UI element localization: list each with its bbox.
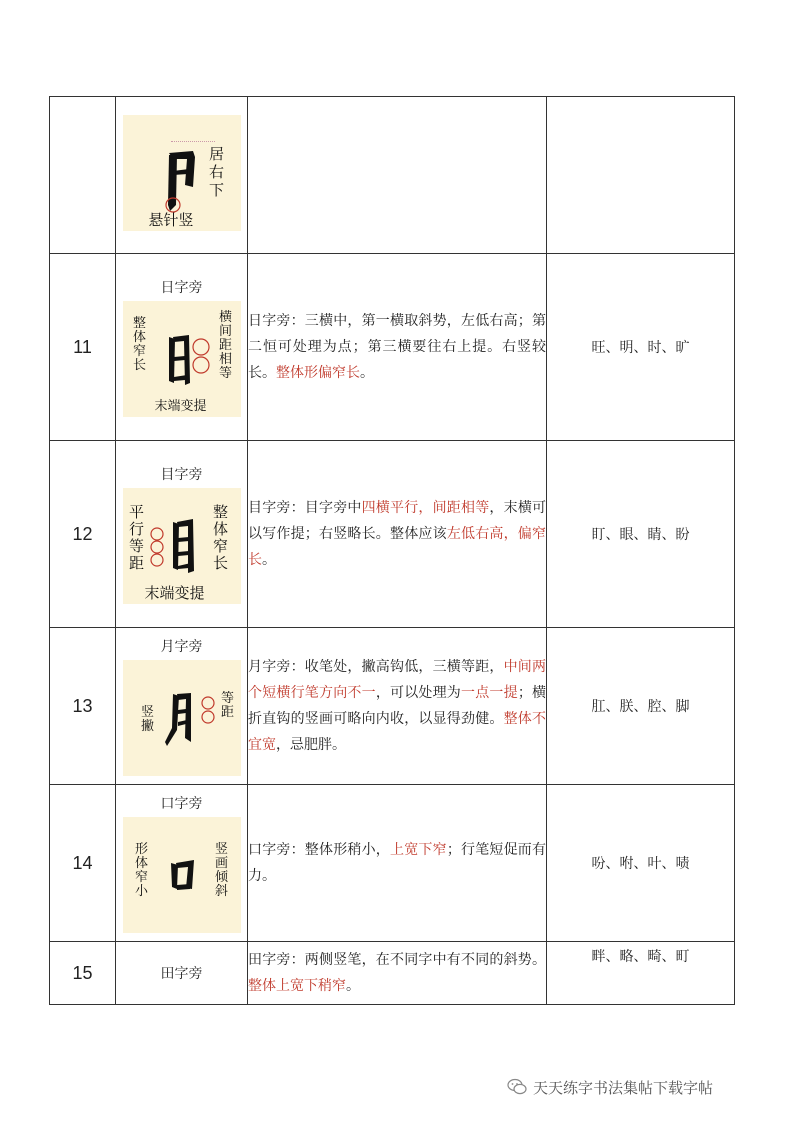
radicals-table (49, 96, 735, 1005)
description-cell: 日字旁：三横中，第一横取斜势，左低右高；第二恒可处理为点；第三横要往右上提。右竖较长。整体形偏窄长。 (248, 254, 547, 441)
radical-card (123, 817, 241, 933)
radical-name: 田字旁 (116, 942, 248, 1005)
row-number: 13 (50, 628, 116, 785)
description-cell: 田字旁：两侧竖笔，在不同字中有不同的斜势。整体上宽下稍窄。 (248, 942, 547, 1005)
radical-card (123, 115, 241, 231)
radical-image-cell (116, 628, 248, 785)
spacing-circles-icon (191, 337, 211, 377)
label-right: 整体窄长 (212, 502, 228, 572)
spacing-circles-icon (199, 694, 217, 728)
radical-name: 口字旁 (160, 795, 203, 812)
radical-image-cell (116, 785, 248, 942)
table-row (50, 97, 735, 254)
label-right: 横间距相等 (218, 309, 232, 381)
calligraphy-glyph-icon (167, 855, 199, 895)
example-characters: 吩、咐、叶、啧 (547, 785, 735, 942)
calligraphy-glyph-icon (163, 690, 197, 748)
label-left: 整体窄长 (132, 315, 146, 373)
label-right: 等距 (220, 690, 234, 720)
label-right: 居右下 (208, 145, 224, 199)
table-row (50, 254, 735, 441)
spacing-circles-icon (149, 526, 165, 570)
row-number: 15 (50, 942, 116, 1005)
watermark (507, 1077, 713, 1100)
radical-card (123, 301, 241, 417)
table-row (50, 785, 735, 942)
radical-name: 月字旁 (160, 638, 203, 655)
row-number: 14 (50, 785, 116, 942)
label-left: 竖撇 (140, 704, 154, 734)
label-right: 竖画倾斜 (214, 841, 228, 899)
label-left: 平行等距 (128, 502, 144, 572)
radical-image-cell (116, 441, 248, 628)
radical-name: 日字旁 (160, 279, 203, 296)
example-characters: 盯、眼、睛、盼 (547, 441, 735, 628)
label-bottom: 末端变提 (144, 583, 205, 602)
label-left: 形体窄小 (134, 841, 148, 899)
description-cell (248, 97, 547, 254)
table-row (50, 628, 735, 785)
radical-image-cell (116, 97, 248, 254)
watermark-text: 天天练字书法集帖下载字帖 (533, 1079, 714, 1097)
radical-card (123, 488, 241, 604)
example-characters (547, 97, 735, 254)
example-characters: 畔、略、畸、町 (547, 942, 735, 1005)
calligraphy-glyph-icon (169, 516, 199, 576)
example-characters: 肛、朕、腔、脚 (547, 628, 735, 785)
wechat-icon (507, 1078, 527, 1100)
table-row (50, 942, 735, 1005)
example-characters: 旺、明、时、旷 (547, 254, 735, 441)
radical-card (123, 660, 241, 776)
description-cell: 口字旁：整体形稍小，上宽下窄；行笔短促而有力。 (248, 785, 547, 942)
radical-image-cell (116, 254, 248, 441)
row-number (50, 97, 116, 254)
calligraphy-glyph-icon (157, 147, 205, 213)
description-cell: 月字旁：收笔处，撇高钩低，三横等距，中间两个短横行笔方向不一，可以处理为一点一提；横折直钩的竖画可略向内收，以显得劲健。整体不宜宽，忌肥胖。 (248, 628, 547, 785)
label-bottom: 末端变提 (154, 398, 207, 414)
table-row (50, 441, 735, 628)
description-cell: 目字旁：目字旁中四横平行，间距相等，末横可以写作提；右竖略长。整体应该左低右高，偏窄长。 (248, 441, 547, 628)
row-number: 11 (50, 254, 116, 441)
radical-name: 目字旁 (160, 466, 203, 483)
guide-line (171, 141, 215, 142)
label-bottom: 悬针竖 (148, 211, 194, 229)
row-number: 12 (50, 441, 116, 628)
